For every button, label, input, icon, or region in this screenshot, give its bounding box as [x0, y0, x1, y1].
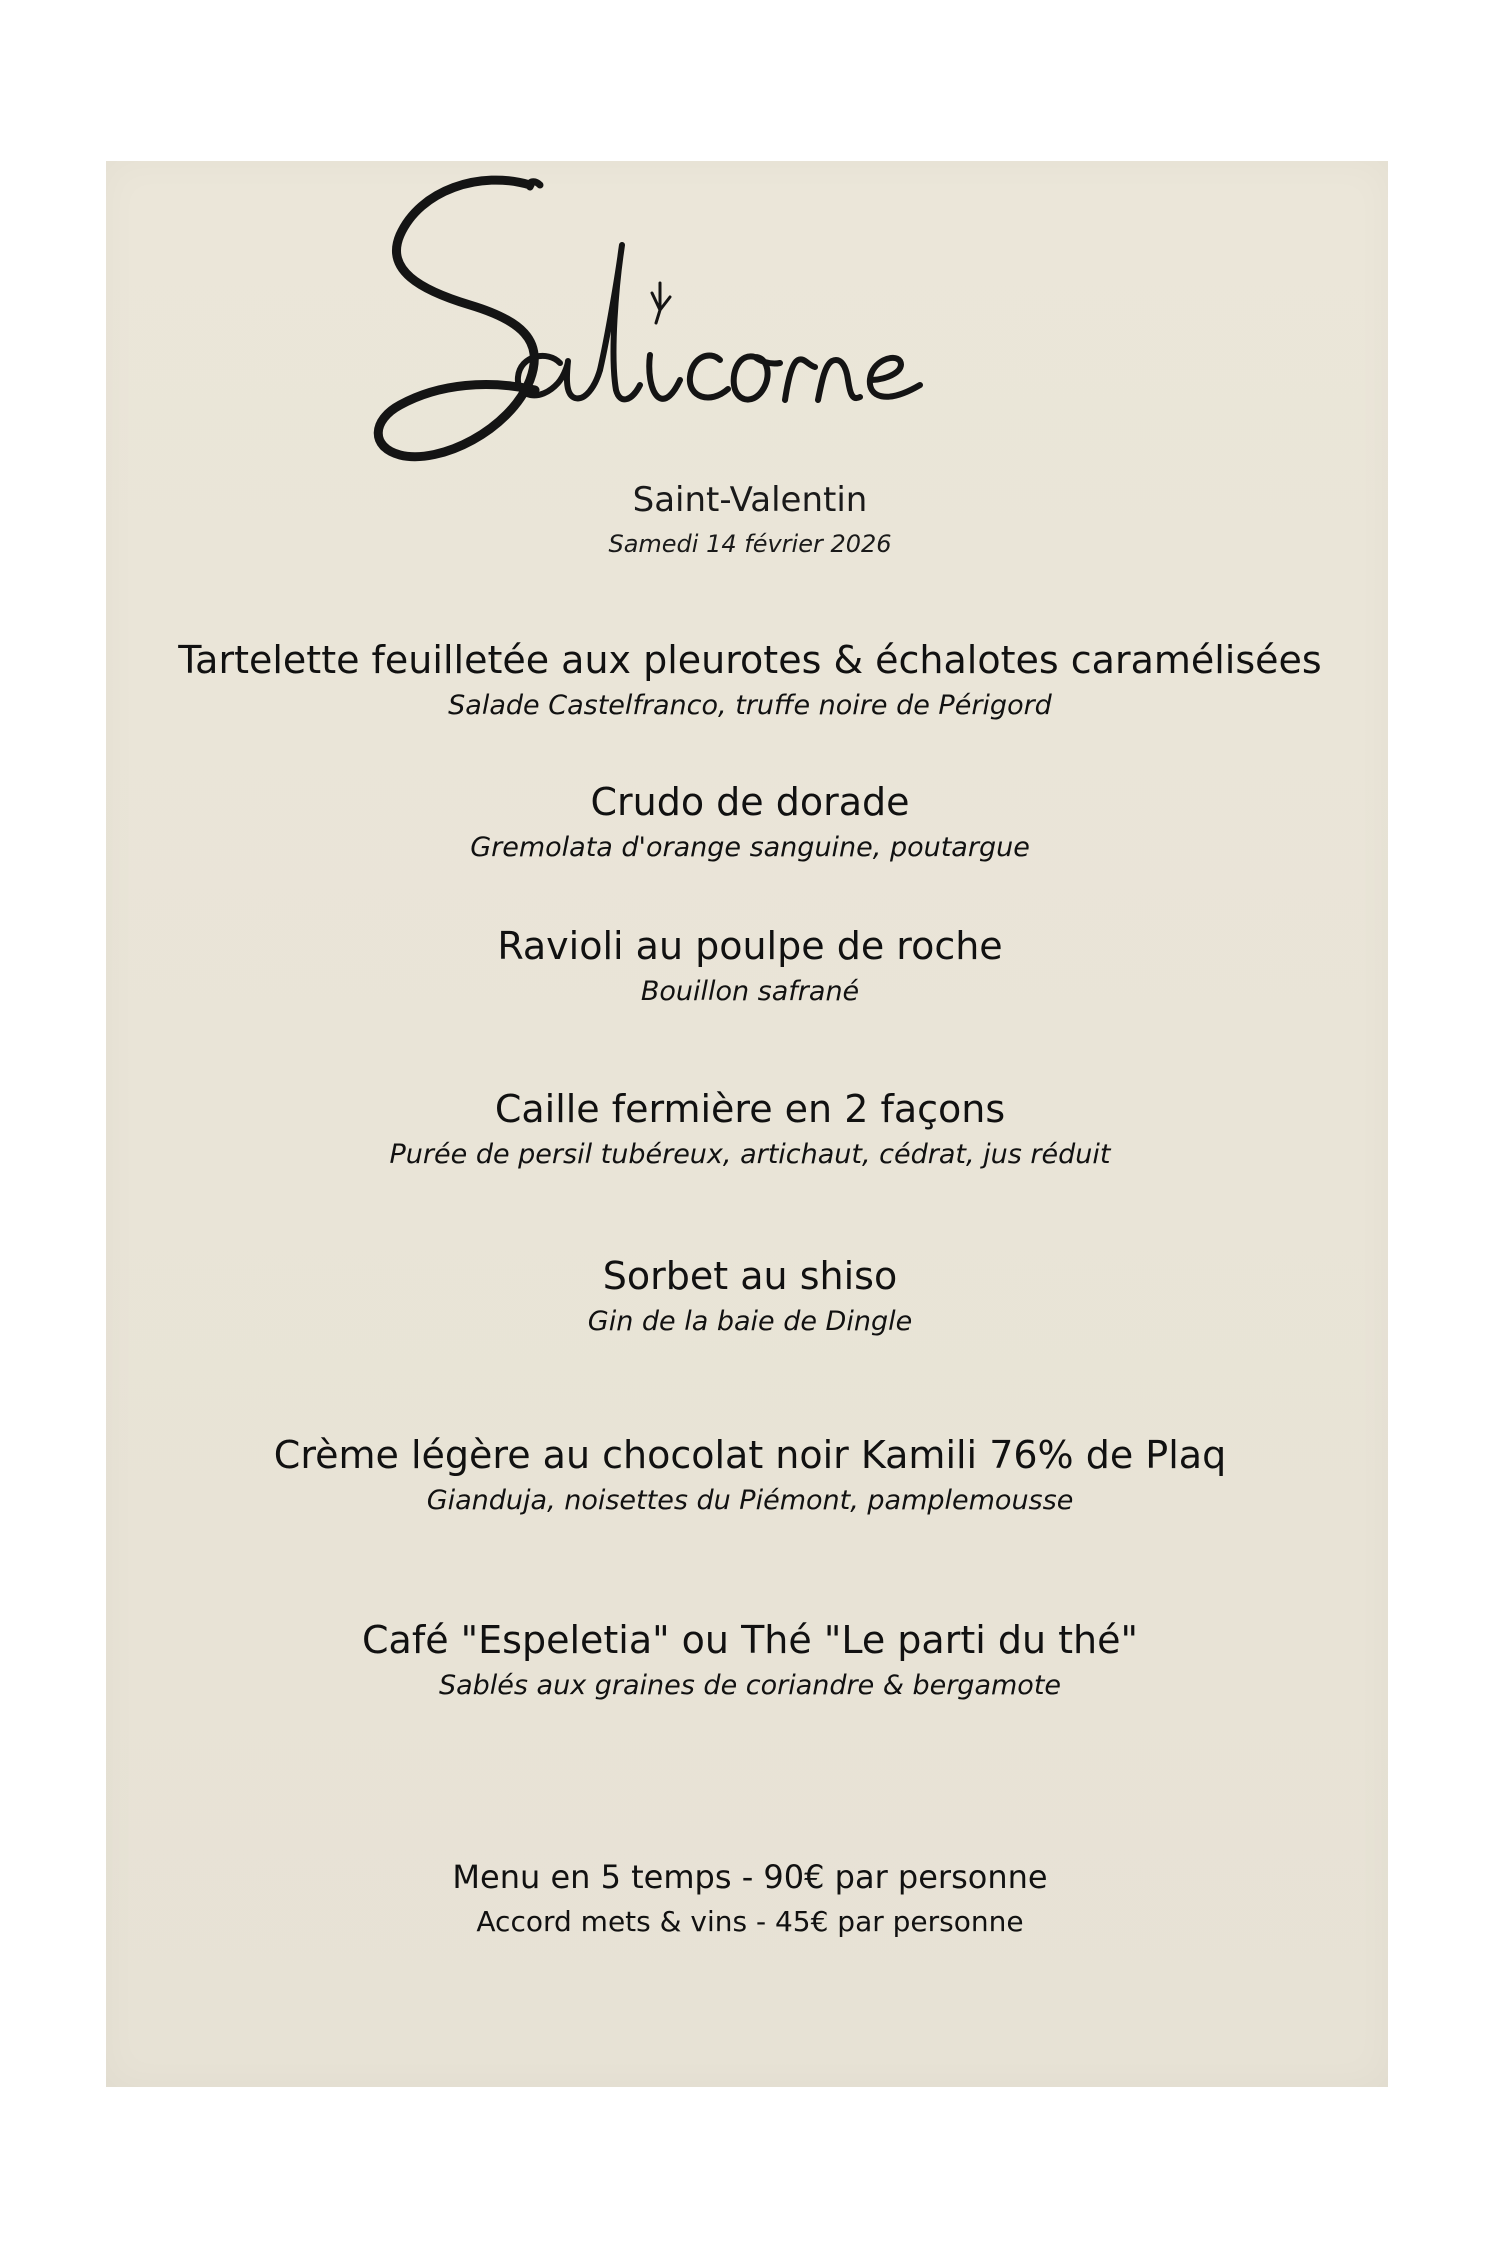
event-title: Saint-Valentin [632, 480, 868, 520]
course-1 [0, 636, 1500, 724]
wine-pairing-price: Accord mets & vins - 45€ par personne [476, 1905, 1024, 1938]
course-name: Crème légère au chocolat noir Kamili 76% de Plaq [273, 1433, 1227, 1477]
course-description: Bouillon safrané [640, 976, 860, 1007]
course-description: Purée de persil tubéreux, artichaut, cédrat, jus réduit [389, 1139, 1111, 1170]
pricing-block [0, 1856, 1500, 1940]
course-name: Sorbet au shiso [602, 1254, 898, 1298]
course-description: Salade Castelfranco, truffe noire de Périgord [448, 690, 1052, 721]
menu-price: Menu en 5 temps - 90€ par personne [452, 1858, 1048, 1896]
course-name: Crudo de dorade [590, 780, 910, 824]
course-description: Gianduja, noisettes du Piémont, pamplemousse [426, 1485, 1074, 1516]
course-name: Café "Espeletia" ou Thé "Le parti du thé" [362, 1618, 1138, 1662]
course-name: Ravioli au poulpe de roche [497, 924, 1003, 968]
course-4 [0, 1085, 1500, 1173]
event-date: Samedi 14 février 2026 [608, 530, 892, 558]
course-6 [0, 1431, 1500, 1519]
course-name: Caille fermière en 2 façons [494, 1087, 1006, 1131]
course-5 [0, 1252, 1500, 1340]
course-7 [0, 1616, 1500, 1704]
course-2 [0, 778, 1500, 866]
course-3 [0, 922, 1500, 1010]
course-name: Tartelette feuilletée aux pleurotes & échalotes caramélisées [178, 638, 1322, 682]
salicorne-logo [360, 165, 1100, 475]
course-description: Gremolata d'orange sanguine, poutargue [470, 832, 1030, 863]
course-description: Gin de la baie de Dingle [587, 1306, 913, 1337]
course-description: Sablés aux graines de coriandre & bergamote [438, 1670, 1062, 1701]
